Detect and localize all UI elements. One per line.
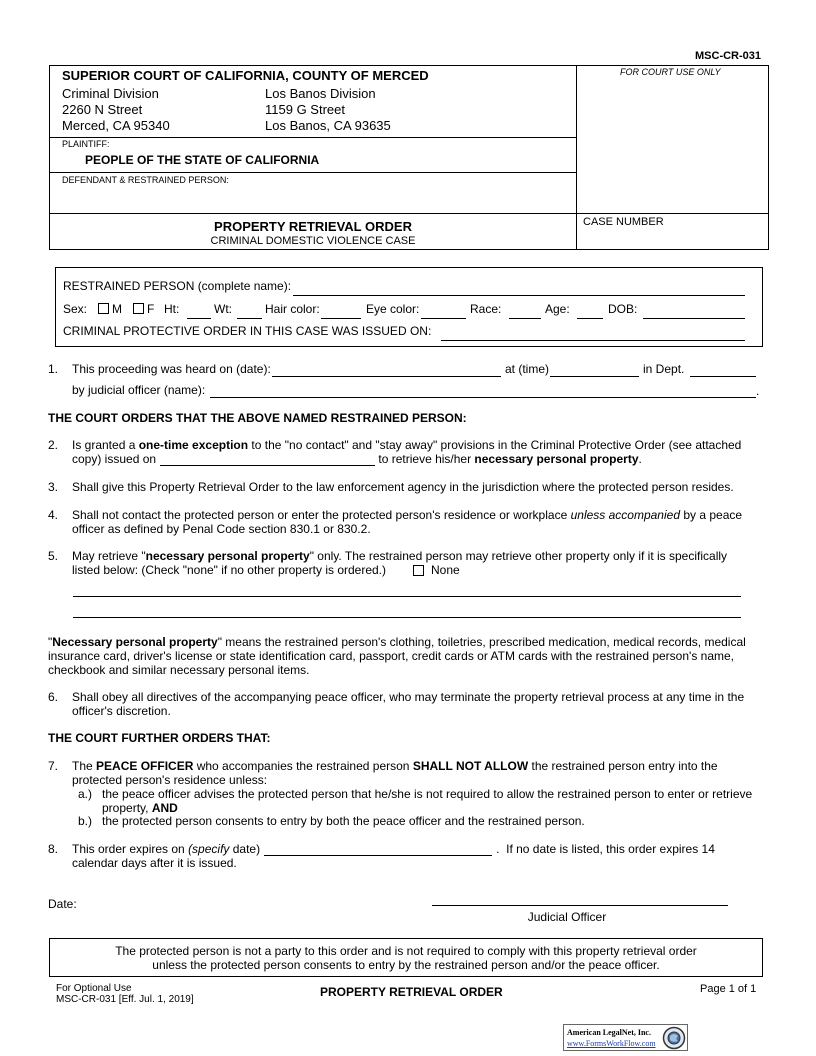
item7a-label: a.) <box>78 787 93 801</box>
eye-label: Eye color: <box>366 302 420 316</box>
age-label: Age: <box>545 302 570 316</box>
item5-text: May retrieve "necessary personal property" only. The restrained person may retrieve other property only if it is specifically listed below: (Check "none" if no other property is ordered.) <box>72 549 728 577</box>
losbanos-division-address: Los Banos Division 1159 G Street Los Banos, CA 93635 <box>265 86 391 133</box>
footer-left: For Optional Use MSC-CR-031 [Eff. Jul. 1, 2019] <box>56 983 194 1005</box>
case-number-label: CASE NUMBER <box>583 216 664 228</box>
item2-text: Is granted a one-time exception to the "no contact" and "stay away" provisions in the Criminal Protective Order (see attached copy) issued on to retrieve his/her necessary personal property. <box>72 438 742 466</box>
date-label: Date: <box>48 897 77 911</box>
sex-f-checkbox[interactable] <box>133 303 144 314</box>
american-legalnet-logo <box>563 1024 688 1051</box>
race-label: Race: <box>470 302 502 316</box>
notice-text: The protected person is not a party to this order and is not required to comply with this property retrieval order unless the protected person consents to entry by the restrained person and/or the peace officer. <box>115 944 697 972</box>
item1-dept-label: in Dept. <box>643 362 685 376</box>
cpo-label: CRIMINAL PROTECTIVE ORDER IN THIS CASE WAS ISSUED ON: <box>63 324 432 338</box>
page-number: Page 1 of 1 <box>700 983 757 995</box>
hearing-time-line[interactable] <box>550 376 639 377</box>
item6-number: 6. <box>48 690 59 704</box>
height-line[interactable] <box>187 318 211 319</box>
item8-text: This order expires on (specify date) . If no date is listed, this order expires 14 calendar days after it is issued. <box>72 842 715 870</box>
judicial-officer-label: Judicial Officer <box>527 910 607 924</box>
item1-time-label: at (time) <box>505 362 550 376</box>
item7a-text: the peace officer advises the protected person that he/she is not required to allow the restrained person to enter or retrieve property, AND <box>102 787 753 815</box>
item7-number: 7. <box>48 759 59 773</box>
logo-name: American LegalNet, Inc. <box>567 1028 651 1037</box>
cpo-date-line[interactable] <box>441 340 745 341</box>
form-code: MSC-CR-031 <box>695 50 762 62</box>
plaintiff-label: PLAINTIFF: <box>62 139 110 149</box>
heading-further-orders: THE COURT FURTHER ORDERS THAT: <box>48 731 271 745</box>
item6-text: Shall obey all directives of the accompanying peace officer, who may terminate the property retrieval process at any time in the officer's discretion. <box>72 690 745 718</box>
weight-label: Wt: <box>214 302 232 316</box>
hair-label: Hair color: <box>265 302 320 316</box>
criminal-division-address: Criminal Division 2260 N Street Merced, CA 95340 <box>62 86 170 133</box>
other-property-line-1[interactable] <box>73 596 741 597</box>
form-title: PROPERTY RETRIEVAL ORDER <box>214 219 412 234</box>
dob-line[interactable] <box>643 318 745 319</box>
signature-line[interactable] <box>432 905 728 906</box>
item3-text: Shall give this Property Retrieval Order to the law enforcement agency in the jurisdiction where the protected person resides. <box>72 480 734 494</box>
sex-label: Sex: <box>63 302 88 316</box>
restrained-name-line[interactable] <box>293 295 745 296</box>
sex-m-label: M <box>112 302 122 316</box>
sex-f-label: F <box>147 302 155 316</box>
item7b-label: b.) <box>78 814 93 828</box>
form-subtitle: CRIMINAL DOMESTIC VIOLENCE CASE <box>210 235 416 247</box>
height-label: Ht: <box>164 302 180 316</box>
item1-officer-label: by judicial officer (name): <box>72 383 206 397</box>
none-label: None <box>431 563 460 577</box>
necessary-property-definition: "Necessary personal property" means the restrained person's clothing, toiletries, prescribed medication, medical records, medical insurance card, driver's license or state identification card, passport, credit cards or ATM cards with the restrained person's name, checkbook and similar necessary personal items. <box>48 635 746 677</box>
item7-text: The PEACE OFFICER who accompanies the restrained person SHALL NOT ALLOW the restrained person entry into the protected person's residence unless: <box>72 759 718 787</box>
hearing-date-line[interactable] <box>272 376 501 377</box>
item1-number: 1. <box>48 362 59 376</box>
race-line[interactable] <box>509 318 541 319</box>
weight-line[interactable] <box>237 318 262 319</box>
defendant-label: DEFENDANT & RESTRAINED PERSON: <box>62 175 229 185</box>
none-checkbox[interactable] <box>413 565 424 576</box>
item1-date-label: This proceeding was heard on (date): <box>72 362 271 376</box>
dob-label: DOB: <box>608 302 638 316</box>
other-property-line-2[interactable] <box>73 617 741 618</box>
item7b-text: the protected person consents to entry by both the peace officer and the restrained person. <box>102 814 585 828</box>
globe-icon <box>662 1026 686 1050</box>
item4-text: Shall not contact the protected person or enter the protected person's residence or workplace unless accompanied by a peace officer as defined by Penal Code section 830.1 or 830.2. <box>72 508 743 536</box>
judicial-officer-name-line[interactable] <box>210 397 756 398</box>
eye-line[interactable] <box>421 318 466 319</box>
age-line[interactable] <box>577 318 603 319</box>
item4-number: 4. <box>48 508 59 522</box>
logo-url: www.FormsWorkFlow.com <box>567 1039 656 1048</box>
item8-number: 8. <box>48 842 59 856</box>
expiration-date-line[interactable] <box>264 842 492 856</box>
item5-number: 5. <box>48 549 59 563</box>
court-name: SUPERIOR COURT OF CALIFORNIA, COUNTY OF MERCED <box>62 68 429 83</box>
footer-title: PROPERTY RETRIEVAL ORDER <box>320 985 503 999</box>
hair-line[interactable] <box>321 318 361 319</box>
restrained-name-label: RESTRAINED PERSON (complete name): <box>63 279 292 293</box>
sex-m-checkbox[interactable] <box>98 303 109 314</box>
item2-number: 2. <box>48 438 59 452</box>
dept-line[interactable] <box>690 376 756 377</box>
item3-number: 3. <box>48 480 59 494</box>
cpo-issued-line[interactable] <box>160 452 375 466</box>
plaintiff-value: PEOPLE OF THE STATE OF CALIFORNIA <box>85 153 320 167</box>
heading-court-orders: THE COURT ORDERS THAT THE ABOVE NAMED RESTRAINED PERSON: <box>48 411 467 425</box>
court-use-label: FOR COURT USE ONLY <box>620 67 721 77</box>
